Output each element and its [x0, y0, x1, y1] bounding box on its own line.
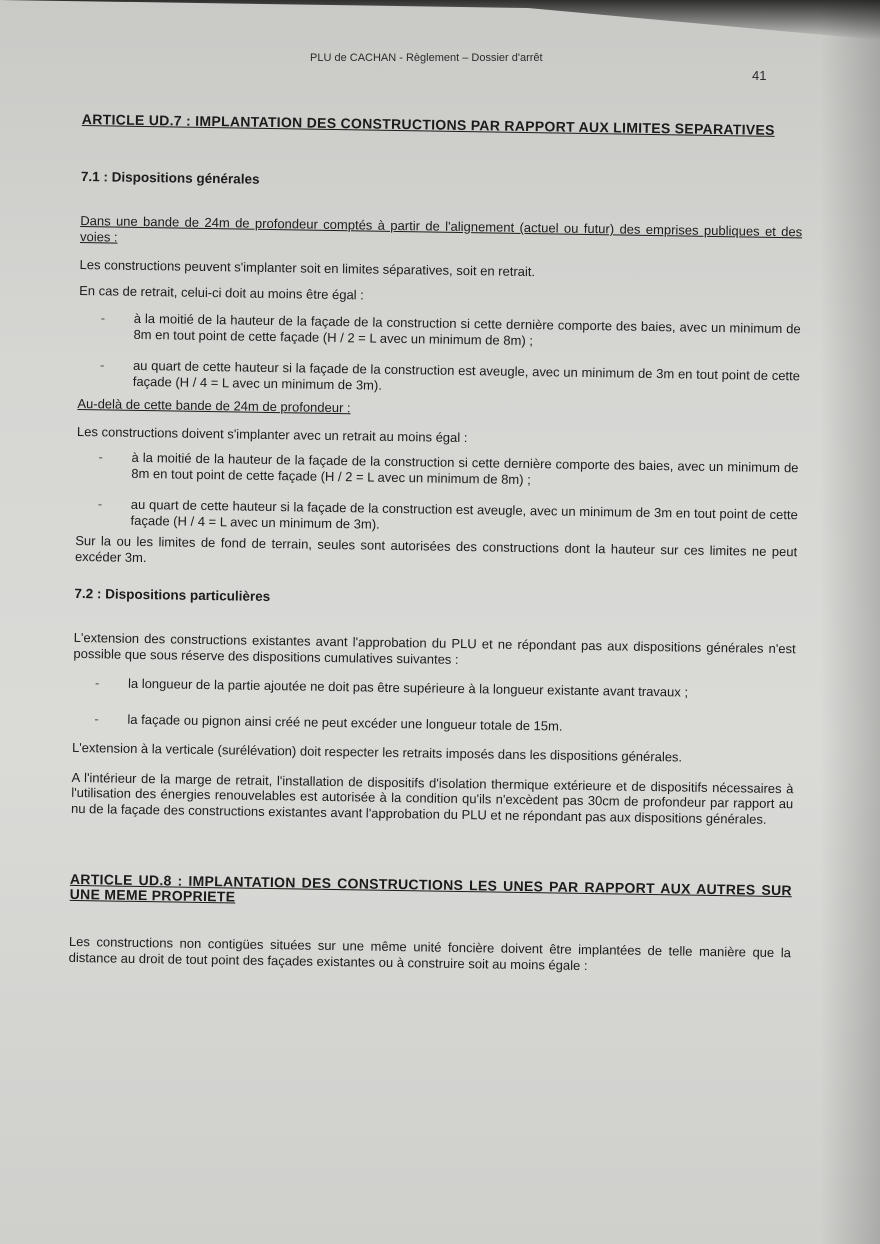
beyond-24m-heading: Au-delà de cette bande de 24m de profondeur : — [77, 395, 351, 416]
band-24m-heading: Dans une bande de 24m de profondeur comptés à partir de l'alignement (actuel ou futur) des emprises publiques et des voies : — [79, 212, 803, 245]
article-ud8-title: ARTICLE UD.8 : IMPLANTATION DES CONSTRUCTIONS LES UNES PAR RAPPORT AUX AUTRES SUR UNE MEME PROPRIETE — [69, 870, 792, 905]
paragraph: Les constructions doivent s'implanter avec un retrait au moins égal : — [76, 423, 468, 445]
band-retrait-list — [78, 310, 801, 399]
running-header: PLU de CACHAN - Règlement – Dossier d'arrêt — [310, 52, 543, 64]
list-item: - à la moitié de la hauteur de la façade de la construction si cette dernière comporte des baies, avec un minimum de 8m en tout point de cette façade (H / 2 = L avec un minimum de 8m) ; — [76, 449, 798, 491]
article-ud7-title: ARTICLE UD.7 : IMPLANTATION DES CONSTRUCTIONS PAR RAPPORT AUX LIMITES SEPARATIVES — [81, 111, 775, 138]
section-7-1-heading: 7.1 : Dispositions générales — [80, 168, 260, 187]
paragraph: Les constructions non contigües situées sur une même unité foncière doivent être implantées de telle manière que la distance au droit de tout point des façades existantes ou à construire soit au moins égale : — [68, 933, 791, 973]
list-item: - au quart de cette hauteur si la façade de la construction est aveugle, avec un minimum de 3m en tout point de cette façade (H / 4 = L avec un minimum de 3m). — [75, 496, 797, 538]
list-item: - à la moitié de la hauteur de la façade de la construction si cette dernière comporte des baies, avec un minimum de 8m en tout point de cette façade (H / 2 = L avec un minimum de 8m) ; — [78, 310, 800, 352]
page-content — [69, 112, 804, 976]
paragraph: En cas de retrait, celui-ci doit au moins être égal : — [79, 282, 364, 302]
paragraph: Les constructions peuvent s'implanter soit en limites séparatives, soit en retrait. — [79, 256, 536, 280]
list-item: - au quart de cette hauteur si la façade de la construction est aveugle, avec un minimum de 3m en tout point de cette façade (H / 4 = L avec un minimum de 3m). — [78, 357, 800, 399]
beyond-retrait-list — [75, 449, 798, 538]
page-number: 41 — [752, 68, 767, 83]
list-item: - la longueur de la partie ajoutée ne doit pas être supérieure à la longueur existante avant travaux ; — [73, 675, 795, 702]
list-item: - la façade ou pignon ainsi créé ne peut excéder une longueur totale de 15m. — [72, 710, 794, 737]
paragraph: A l'intérieur de la marge de retrait, l'installation de dispositifs d'isolation thermique extérieure et de dispositifs nécessaires à l'utilisation des énergies renouvelables est autorisée à la condition qu'ils n'excèdent pas 30cm de profondeur par rapport au nu de la façade des constructions existantes avant l'approbation du PLU et ne répondant pas aux dispositions générales. — [70, 769, 794, 827]
paragraph: L'extension des constructions existantes avant l'approbation du PLU et ne répondant pas aux dispositions générales n'est possible que sous réserve des dispositions cumulatives suivantes : — [73, 629, 796, 667]
paragraph: Sur la ou les limites de fond de terrain, seules sont autorisées des constructions dont la hauteur sur ces limites ne peut excéder 3m. — [74, 532, 798, 565]
section-7-2-heading: 7.2 : Dispositions particulières — [74, 585, 271, 605]
paragraph: L'extension à la verticale (surélévation) doit respecter les retraits imposés dans les dispositions générales. — [71, 739, 683, 765]
